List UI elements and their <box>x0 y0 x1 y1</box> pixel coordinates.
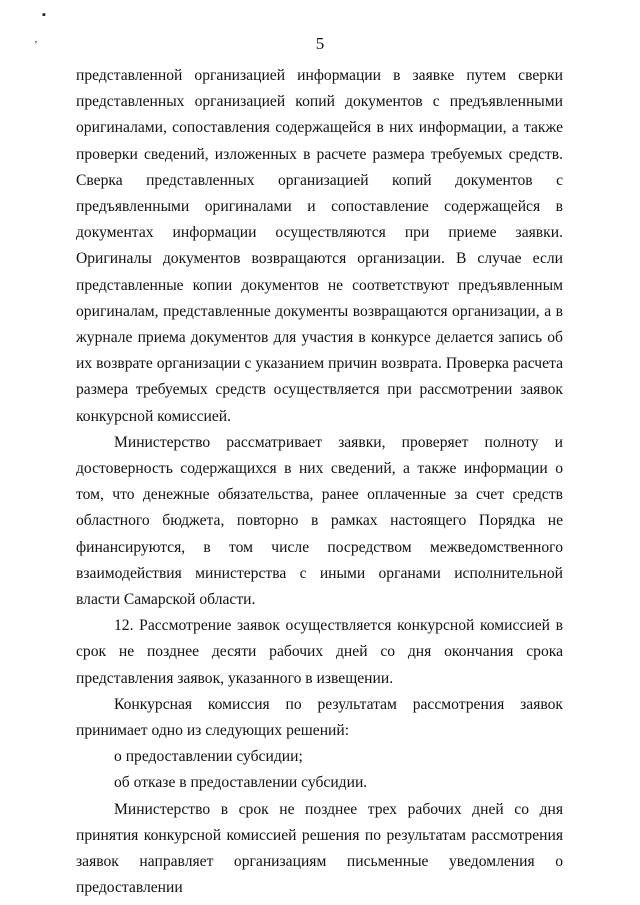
paragraph-clause-12: 12. Рассмотрение заявок осуществляется конкурсной комиссией в срок не позднее десяти рабочих дней со дня окончания срока представления заявок, указанного в извещении. <box>76 617 563 687</box>
decision-option-refusal: об отказе в предоставлении субсидии. <box>114 774 368 792</box>
paragraph-continuation: представленной организацией информации в заявке путем сверки представленных организацией копий документов с предъявленными оригиналами, сопоставления содержащейся в них информации, а также проверки сведений, изложенных в расчете размера требуемых средств. Сверка представленных организацией копий документов с предъявленными оригиналами и сопоставление содержащейся в документах информации осуществляются при приеме заявки. Оригиналы документов возвращаются организации. В случае если представленные копии документов не соответствуют предъявленным оригиналам, представленные документы возвращаются организации, а в журнале приема документов для участия в конкурсе делается запись об их возврате организации с указанием причин возврата. Проверка расчета размера требуемых средств осуществляется при рассмотрении заявок конкурсной комиссией. <box>76 67 563 425</box>
paragraph-commission-decisions: Конкурсная комиссия по результатам рассмотрения заявок принимает одно из следующих решений: <box>76 695 563 740</box>
document-body <box>76 63 563 902</box>
page-number: 5 <box>315 34 325 53</box>
paragraph-notification: Министерство в срок не позднее трех рабочих дней со дня принятия конкурсной комиссией решения по результатам рассмотрения заявок направляет организациям письменные уведомления о предоставлении <box>76 800 563 897</box>
scan-mark-side: ʼ <box>34 39 38 51</box>
paragraph-ministry-review: Министерство рассматривает заявки, проверяет полноту и достоверность содержащихся в них сведений, а также информации о том, что денежные обязательства, ранее оплаченные за счет средств областного бюджета, повторно в рамках настоящего Порядка не финансируются, в том числе посредством межведомственного взаимодействия министерства с иными органами исполнительной власти Самарской области. <box>76 433 563 609</box>
scan-mark-top: ▪ <box>42 9 46 21</box>
decision-option-grant: о предоставлении субсидии; <box>114 748 303 766</box>
